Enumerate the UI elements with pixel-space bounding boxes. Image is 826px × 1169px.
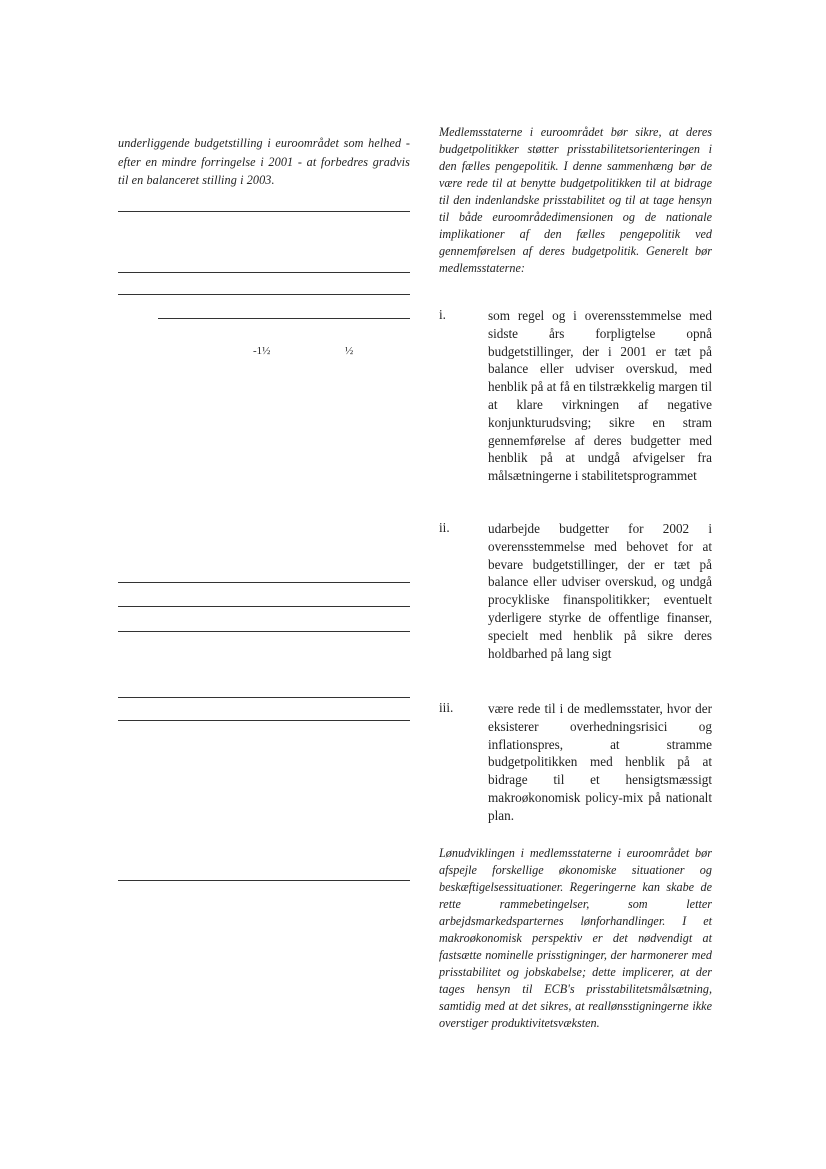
list-item-text: være rede til i de medlemsstater, hvor der eksisterer overhedningsrisici og inflationspres, at stramme budgetpolitikken med henblik på at bidrage til et hensigtsmæssigt makroøkonomisk policy-mix på nationalt plan.: [488, 701, 712, 823]
table-rule: [118, 606, 410, 607]
table-rule: [118, 720, 410, 721]
table-rule: [118, 294, 410, 295]
table-rule: [118, 697, 410, 698]
table-rule: [118, 582, 410, 583]
closing-paragraph: Lønudviklingen i medlemsstaterne i euroområdet bør afspejle forskellige økonomiske situationer og beskæftigelsessituationer. Regeringerne kan skabe de rette rammebetingelser, som letter arbejdsmarkedsparternes lønforhandlinger. I et makroøkonomisk perspektiv er det nødvendigt at fastsætte nominelle prisstigninger, der harmonerer med prisstabilitet og jobskabelse; dette implicerer, at der tages hensyn til ECB's prisstabilitetsmålsætning, samtidig med at det sikres, at reallønsstigningerne ikke overstiger produktivitetsvæksten.: [439, 846, 712, 1030]
list-item-number: ii.: [439, 520, 450, 535]
table-rule: [118, 880, 410, 881]
fraction-value: -1½: [253, 345, 271, 357]
left-column: [118, 134, 410, 190]
table-rule: [118, 211, 410, 212]
list-item-number: i.: [439, 307, 446, 322]
right-intro: [439, 124, 712, 277]
table-rule: [118, 272, 410, 273]
list-item-number: iii.: [439, 700, 454, 715]
list-item-text: udarbejde budgetter for 2002 i overensstemmelse med behovet for at bevare budgetstillinger, der er tæt på balance eller udviser overskud, og undgå procykliske finanspolitikker; eventuelt yderligere styrke de offentlige finanser, specielt med henblik på sikre deres holdbarhed på lang sigt: [488, 521, 712, 661]
table-rule: [118, 631, 410, 632]
fraction-value: ½: [345, 345, 354, 357]
table-rule: [158, 318, 410, 319]
closing-section: [439, 845, 712, 1032]
list-item-text: som regel og i overensstemmelse med sidste års forpligtelse opnå budgetstillinger, der i 2001 er tæt på balance eller udviser overskud, med henblik på at få en tilstrækkelig margen til at klare virkningen af negative konjunkturudsving; sikre en stram gennemførelse af deres budgetter med henblik på at undgå afvigelser fra målsætningerne i stabilitetsprogrammet: [488, 308, 712, 484]
right-intro-paragraph: Medlemsstaterne i euroområdet bør sikre, at deres budgetpolitikker støtter prisstabilitetsorienteringen i den fælles pengepolitik. I denne sammenhæng bør de være rede til at benytte budgetpolitikken til at bidrage til den indenlandske prisstabilitet og til at tage hensyn til både euroområdedimensionen og de nationale implikationer af den fælles pengepolitik ved gennemførelsen af deres budgetpolitik. Generelt bør medlemsstaterne:: [439, 125, 712, 275]
left-intro-text: underliggende budgetstilling i euroområdet som helhed - efter en mindre forringelse i 2001 - at forbedres gradvis til en balanceret stilling i 2003.: [118, 136, 410, 187]
